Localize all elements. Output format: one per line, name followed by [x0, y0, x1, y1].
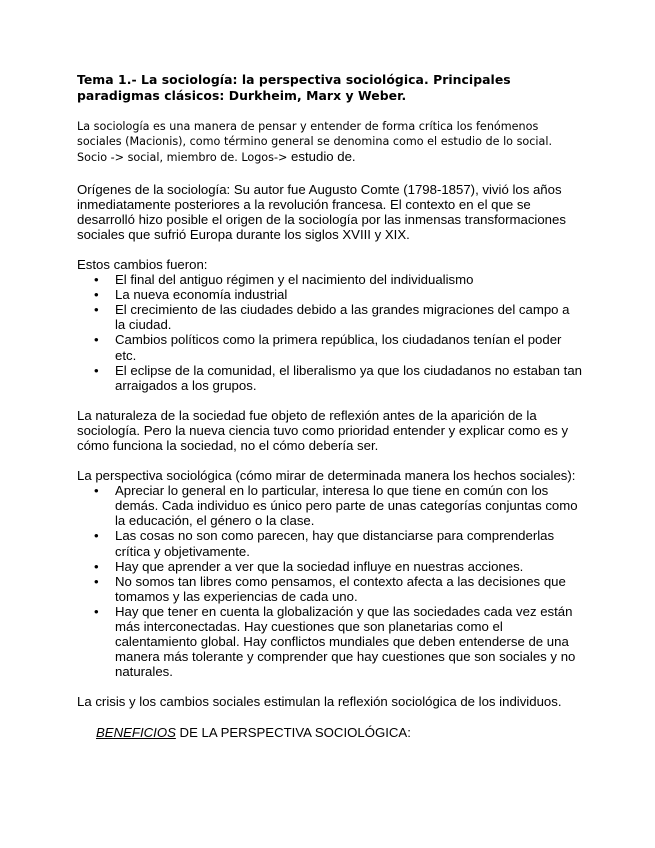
- list-item: [77, 363, 582, 393]
- list-item: [77, 574, 582, 604]
- intro-tail: estudio de.: [287, 149, 356, 165]
- list-item-text: Las cosas no son como parecen, hay que distanciarse para comprenderlas crítica y objetivamente.: [115, 528, 555, 559]
- list-item-text: El eclipse de la comunidad, el liberalismo ya que los ciudadanos no estaban tan arraigados a los grupos.: [115, 362, 582, 393]
- list-item: [77, 332, 582, 362]
- intro-paragraph: [77, 119, 582, 166]
- changes-heading: Estos cambios fueron:: [77, 256, 208, 272]
- list-item-text: El final del antiguo régimen y el nacimiento del individualismo: [115, 272, 474, 288]
- crisis-paragraph: La crisis y los cambios sociales estimulan la reflexión sociológica de los individuos.: [77, 694, 562, 710]
- bullet-icon: •: [94, 272, 99, 288]
- bullet-icon: •: [94, 332, 99, 348]
- perspective-list: [77, 483, 582, 679]
- bullet-icon: •: [94, 483, 99, 499]
- list-item: [77, 302, 582, 332]
- list-item: [77, 287, 582, 302]
- list-item: [77, 604, 582, 679]
- list-item: [77, 559, 582, 574]
- bullet-icon: •: [94, 558, 99, 574]
- benefits-rest: DE LA PERSPECTIVA SOCIOLÓGICA:: [175, 724, 411, 740]
- list-item: [77, 528, 582, 558]
- origins-paragraph: Orígenes de la sociología: Su autor fue Augusto Comte (1798-1857), vivió los años inmediatamente posteriores a la revolución francesa. El contexto en el que se desarrolló hizo posible el origen de la sociología por las inmensas transformaciones sociales que sufrió Europa durante los siglos XVIII y XIX.: [77, 181, 566, 242]
- intro-text: La sociología es una manera de pensar y entender de forma crítica los fenómenos sociales (Macionis), como término general se denomina como el estudio de lo social. Socio -> social, miembro de. Logos->: [77, 120, 553, 165]
- benefits-heading: [96, 725, 582, 740]
- bullet-icon: •: [94, 603, 99, 619]
- bullet-icon: •: [94, 528, 99, 544]
- changes-list: [77, 272, 582, 393]
- bullet-icon: •: [94, 362, 99, 378]
- list-item-text: El crecimiento de las ciudades debido a las grandes migraciones del campo a la ciudad.: [115, 302, 570, 333]
- bullet-icon: •: [94, 287, 99, 303]
- document-page: [77, 72, 582, 740]
- perspective-heading: La perspectiva sociológica (cómo mirar de determinada manera los hechos sociales):: [77, 468, 576, 484]
- list-item-text: La nueva economía industrial: [115, 287, 288, 303]
- list-item-text: Hay que aprender a ver que la sociedad influye en nuestras acciones.: [115, 558, 524, 574]
- bullet-icon: •: [94, 573, 99, 589]
- document-body: [77, 182, 582, 740]
- benefits-emphasis: BENEFICIOS: [96, 724, 176, 740]
- nature-paragraph: La naturaleza de la sociedad fue objeto de reflexión antes de la aparición de la sociología. Pero la nueva ciencia tuvo como prioridad entender y explicar como es y cómo funciona la sociedad, no el cómo debería ser.: [77, 407, 569, 454]
- list-item-text: Cambios políticos como la primera república, los ciudadanos tenían el poder etc.: [115, 332, 562, 363]
- list-item-text: No somos tan libres como pensamos, el contexto afecta a las decisiones que tomamos y las experiencias de cada uno.: [115, 573, 566, 604]
- list-item-text: Hay que tener en cuenta la globalización y que las sociedades cada vez están más interconectadas. Hay cuestiones que son planetarias como el calentamiento global. Hay conflictos mundiales que deben entenderse de una manera más tolerante y comprender que hay cuestiones que son sociales y no naturales.: [115, 603, 576, 680]
- document-title: Tema 1.- La sociología: la perspectiva sociológica. Principales paradigmas clásicos: Durkheim, Marx y Weber.: [77, 72, 511, 103]
- list-item: [77, 272, 582, 287]
- list-item: [77, 483, 582, 528]
- bullet-icon: •: [94, 302, 99, 318]
- list-item-text: Apreciar lo general en lo particular, interesa lo que tiene en común con los demás. Cada individuo es único pero parte de unas categorías conjuntas como la educación, el género o la clase.: [115, 483, 578, 529]
